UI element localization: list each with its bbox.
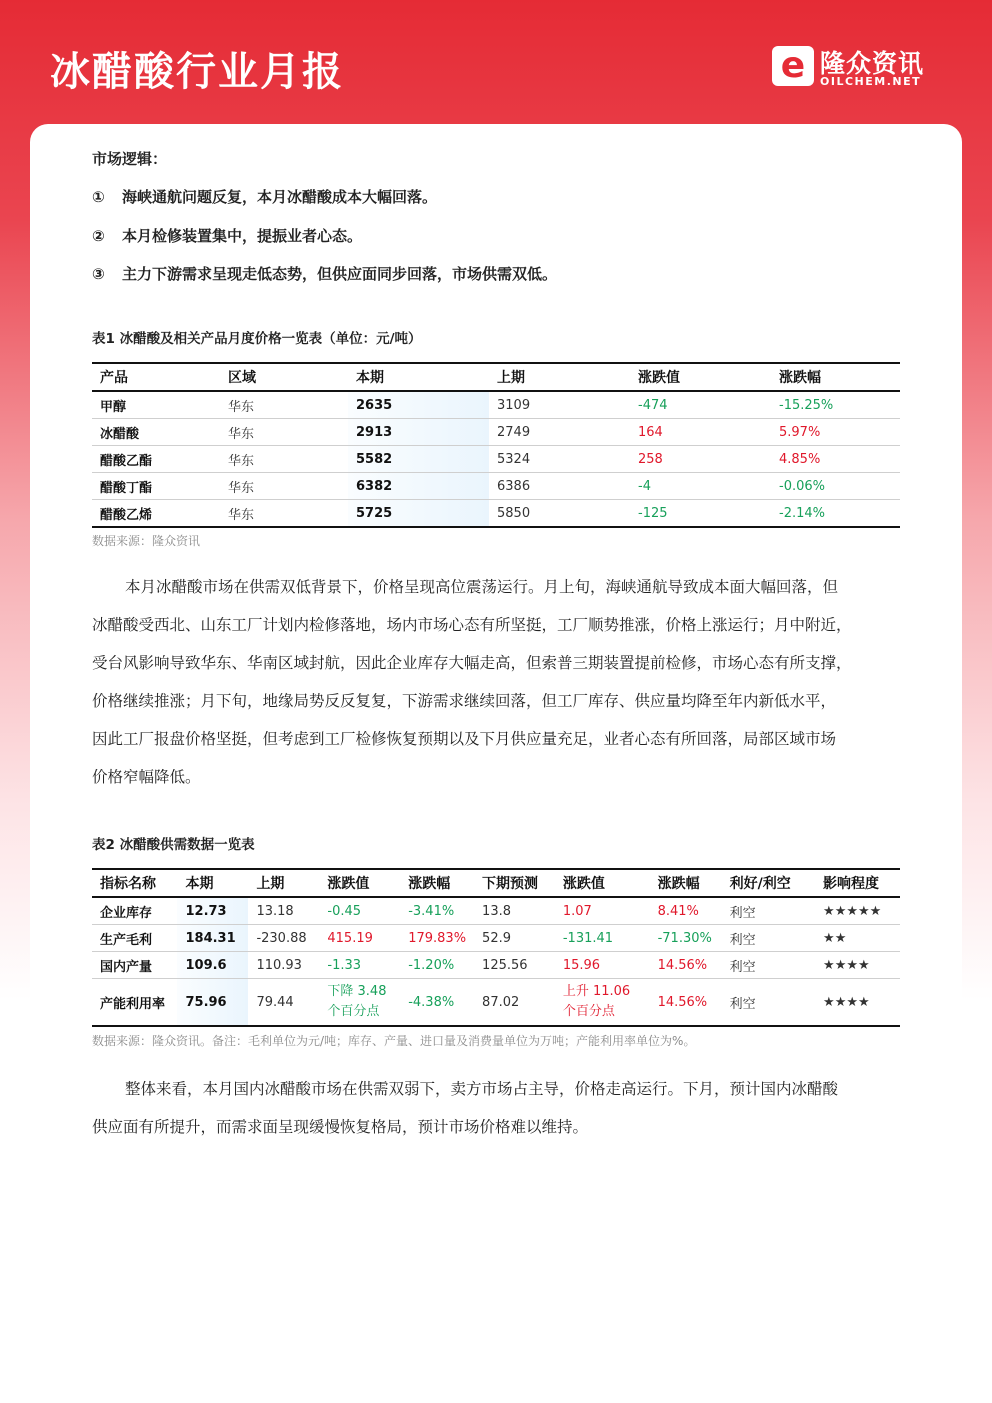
logo-mark-icon: e <box>772 46 814 86</box>
current-price-cell: 5725 <box>348 500 489 528</box>
market-logic-heading: 市场逻辑： <box>92 150 168 168</box>
column-header: 上期 <box>248 869 319 897</box>
forecast-percent-cell: -71.30% <box>650 925 722 952</box>
previous-price-cell: 6386 <box>489 473 630 500</box>
current-price-cell: 5582 <box>348 446 489 473</box>
change-percent-cell: -4.38% <box>400 979 474 1027</box>
paragraph-line: 本月冰醋酸市场在供需双低背景下，价格呈现高位震荡运行。月上旬，海峡通航导致成本面大幅回落，但 <box>125 578 839 596</box>
product-cell: 冰醋酸 <box>92 419 220 446</box>
change-value-cell: -4 <box>630 473 771 500</box>
paragraph-line: 供应面有所提升，而需求面呈现缓慢恢复格局，预计市场价格难以维持。 <box>92 1118 589 1136</box>
table-row <box>92 391 900 419</box>
table-header-row <box>92 869 900 897</box>
item-text: 海峡通航问题反复，本月冰醋酸成本大幅回落。 <box>122 188 438 206</box>
indicator-name-cell: 产能利用率 <box>92 979 177 1027</box>
previous-price-cell: 3109 <box>489 391 630 419</box>
impact-cell: 利空 <box>722 897 815 925</box>
change-percent-cell: -15.25% <box>771 391 900 419</box>
indicator-name-cell: 国内产量 <box>92 952 177 979</box>
impact-cell: 利空 <box>722 979 815 1027</box>
column-header: 涨跌值 <box>630 363 771 391</box>
column-header: 下期预测 <box>474 869 555 897</box>
current-price-cell: 2635 <box>348 391 489 419</box>
change-percent-cell: -1.20% <box>400 952 474 979</box>
table-row <box>92 473 900 500</box>
paragraph-line: 冰醋酸受西北、山东工厂计划内检修落地，场内市场心态有所坚挺，工厂顺势推涨，价格上涨运行；月中附近， <box>92 616 852 634</box>
change-value-cell: 164 <box>630 419 771 446</box>
region-cell: 华东 <box>220 500 348 528</box>
forecast-change-cell: 15.96 <box>555 952 650 979</box>
column-header: 涨跌值 <box>319 869 400 897</box>
change-value-cell: -0.45 <box>319 897 400 925</box>
forecast-change-cell <box>555 979 650 1027</box>
column-header: 涨跌幅 <box>400 869 474 897</box>
impact-cell: 利空 <box>722 952 815 979</box>
impact-stars: ★★★★ <box>815 979 900 1027</box>
analysis-paragraph <box>92 568 900 796</box>
column-header: 区域 <box>220 363 348 391</box>
region-cell: 华东 <box>220 446 348 473</box>
table-header-row <box>92 363 900 391</box>
table-row <box>92 925 900 952</box>
market-logic-item <box>92 263 557 284</box>
item-number: ② <box>92 227 105 245</box>
report-title: 冰醋酸行业月报 <box>50 49 344 95</box>
change-value-cell: -474 <box>630 391 771 419</box>
item-text: 本月检修装置集中，提振业者心态。 <box>122 227 363 245</box>
forecast-cell: 52.9 <box>474 925 555 952</box>
paragraph-line: 受台风影响导致华东、华南区域封航，因此企业库存大幅走高，但索普三期装置提前检修，市场心态有所支撑， <box>92 654 852 672</box>
oilchem-logo <box>772 44 942 94</box>
report-card <box>30 124 962 1403</box>
change-value-line: 下降 3.48 <box>327 984 387 999</box>
paragraph-line: 因此工厂报盘价格坚挺，但考虑到工厂检修恢复预期以及下月供应量充足，业者心态有所回落，局部区域市场 <box>92 730 837 748</box>
forecast-change-cell: 1.07 <box>555 897 650 925</box>
region-cell: 华东 <box>220 391 348 419</box>
paragraph-line: 整体来看，本月国内冰醋酸市场在供需双弱下，卖方市场占主导，价格走高运行。下月，预计国内冰醋酸 <box>125 1080 839 1098</box>
table1-caption: 表1 冰醋酸及相关产品月度价格一览表（单位：元/吨） <box>92 331 422 347</box>
impact-stars: ★★★★ <box>815 952 900 979</box>
indicator-name-cell: 生产毛利 <box>92 925 177 952</box>
summary-paragraph <box>92 1070 900 1146</box>
table-row <box>92 979 900 1027</box>
supply-demand-table <box>92 868 900 1027</box>
current-value-cell: 12.73 <box>177 897 248 925</box>
table-row <box>92 897 900 925</box>
report-header <box>0 0 992 130</box>
change-percent-cell: 4.85% <box>771 446 900 473</box>
logo-chinese-name: 隆众资讯 <box>820 49 925 78</box>
forecast-percent-cell: 8.41% <box>650 897 722 925</box>
item-number: ③ <box>92 265 105 283</box>
previous-price-cell: 2749 <box>489 419 630 446</box>
region-cell: 华东 <box>220 419 348 446</box>
indicator-name-cell: 企业库存 <box>92 897 177 925</box>
column-header: 本期 <box>348 363 489 391</box>
product-cell: 甲醇 <box>92 391 220 419</box>
current-value-cell: 109.6 <box>177 952 248 979</box>
product-cell: 醋酸丁酯 <box>92 473 220 500</box>
table2-source: 数据来源：隆众资讯。备注：毛利单位为元/吨；库存、产量、进口量及消费量单位为万吨；产能利用率单位为%。 <box>92 1034 696 1048</box>
price-table <box>92 362 900 528</box>
change-value-cell: -1.33 <box>319 952 400 979</box>
column-header: 涨跌值 <box>555 869 650 897</box>
impact-stars: ★★ <box>815 925 900 952</box>
column-header: 影响程度 <box>815 869 900 897</box>
paragraph-line: 价格窄幅降低。 <box>92 768 201 786</box>
previous-value-cell: -230.88 <box>248 925 319 952</box>
current-value-cell: 184.31 <box>177 925 248 952</box>
item-number: ① <box>92 188 105 206</box>
change-value-cell: 415.19 <box>319 925 400 952</box>
column-header: 利好/利空 <box>722 869 815 897</box>
previous-price-cell: 5850 <box>489 500 630 528</box>
previous-value-cell: 13.18 <box>248 897 319 925</box>
product-cell: 醋酸乙烯 <box>92 500 220 528</box>
forecast-percent-cell: 14.56% <box>650 952 722 979</box>
product-cell: 醋酸乙酯 <box>92 446 220 473</box>
column-header: 涨跌幅 <box>771 363 900 391</box>
previous-value-cell: 110.93 <box>248 952 319 979</box>
current-value-cell: 75.96 <box>177 979 248 1027</box>
change-percent-cell: 5.97% <box>771 419 900 446</box>
market-logic-item <box>92 225 362 246</box>
previous-value-cell: 79.44 <box>248 979 319 1027</box>
impact-stars: ★★★★★ <box>815 897 900 925</box>
forecast-cell: 13.8 <box>474 897 555 925</box>
current-price-cell: 2913 <box>348 419 489 446</box>
current-price-cell: 6382 <box>348 473 489 500</box>
table-row <box>92 446 900 473</box>
change-percent-cell: -0.06% <box>771 473 900 500</box>
forecast-change-cell: -131.41 <box>555 925 650 952</box>
paragraph-line: 价格继续推涨；月下旬，地缘局势反反复复，下游需求继续回落，但工厂库存、供应量均降至年内新低水平， <box>92 692 837 710</box>
change-value-line: 个百分点 <box>327 1004 380 1019</box>
change-percent-cell: -2.14% <box>771 500 900 528</box>
table2-caption: 表2 冰醋酸供需数据一览表 <box>92 837 255 853</box>
impact-cell: 利空 <box>722 925 815 952</box>
table1-source: 数据来源：隆众资讯 <box>92 534 201 548</box>
region-cell: 华东 <box>220 473 348 500</box>
change-value-cell: -125 <box>630 500 771 528</box>
change-percent-cell: -3.41% <box>400 897 474 925</box>
forecast-cell: 87.02 <box>474 979 555 1027</box>
column-header: 上期 <box>489 363 630 391</box>
item-text: 主力下游需求呈现走低态势，但供应面同步回落，市场供需双低。 <box>122 265 558 283</box>
column-header: 涨跌幅 <box>650 869 722 897</box>
table-row <box>92 419 900 446</box>
forecast-cell: 125.56 <box>474 952 555 979</box>
change-value-cell: 258 <box>630 446 771 473</box>
logo-english-name: OILCHEM.NET <box>820 75 922 88</box>
table-row <box>92 500 900 528</box>
column-header: 产品 <box>92 363 220 391</box>
forecast-percent-cell: 14.56% <box>650 979 722 1027</box>
forecast-change-line: 上升 11.06 <box>562 984 631 999</box>
column-header: 本期 <box>177 869 248 897</box>
forecast-change-line: 个百分点 <box>562 1004 615 1019</box>
change-percent-cell: 179.83% <box>400 925 474 952</box>
table-row <box>92 952 900 979</box>
column-header: 指标名称 <box>92 869 177 897</box>
market-logic-item <box>92 186 437 207</box>
previous-price-cell: 5324 <box>489 446 630 473</box>
change-value-cell <box>319 979 400 1027</box>
